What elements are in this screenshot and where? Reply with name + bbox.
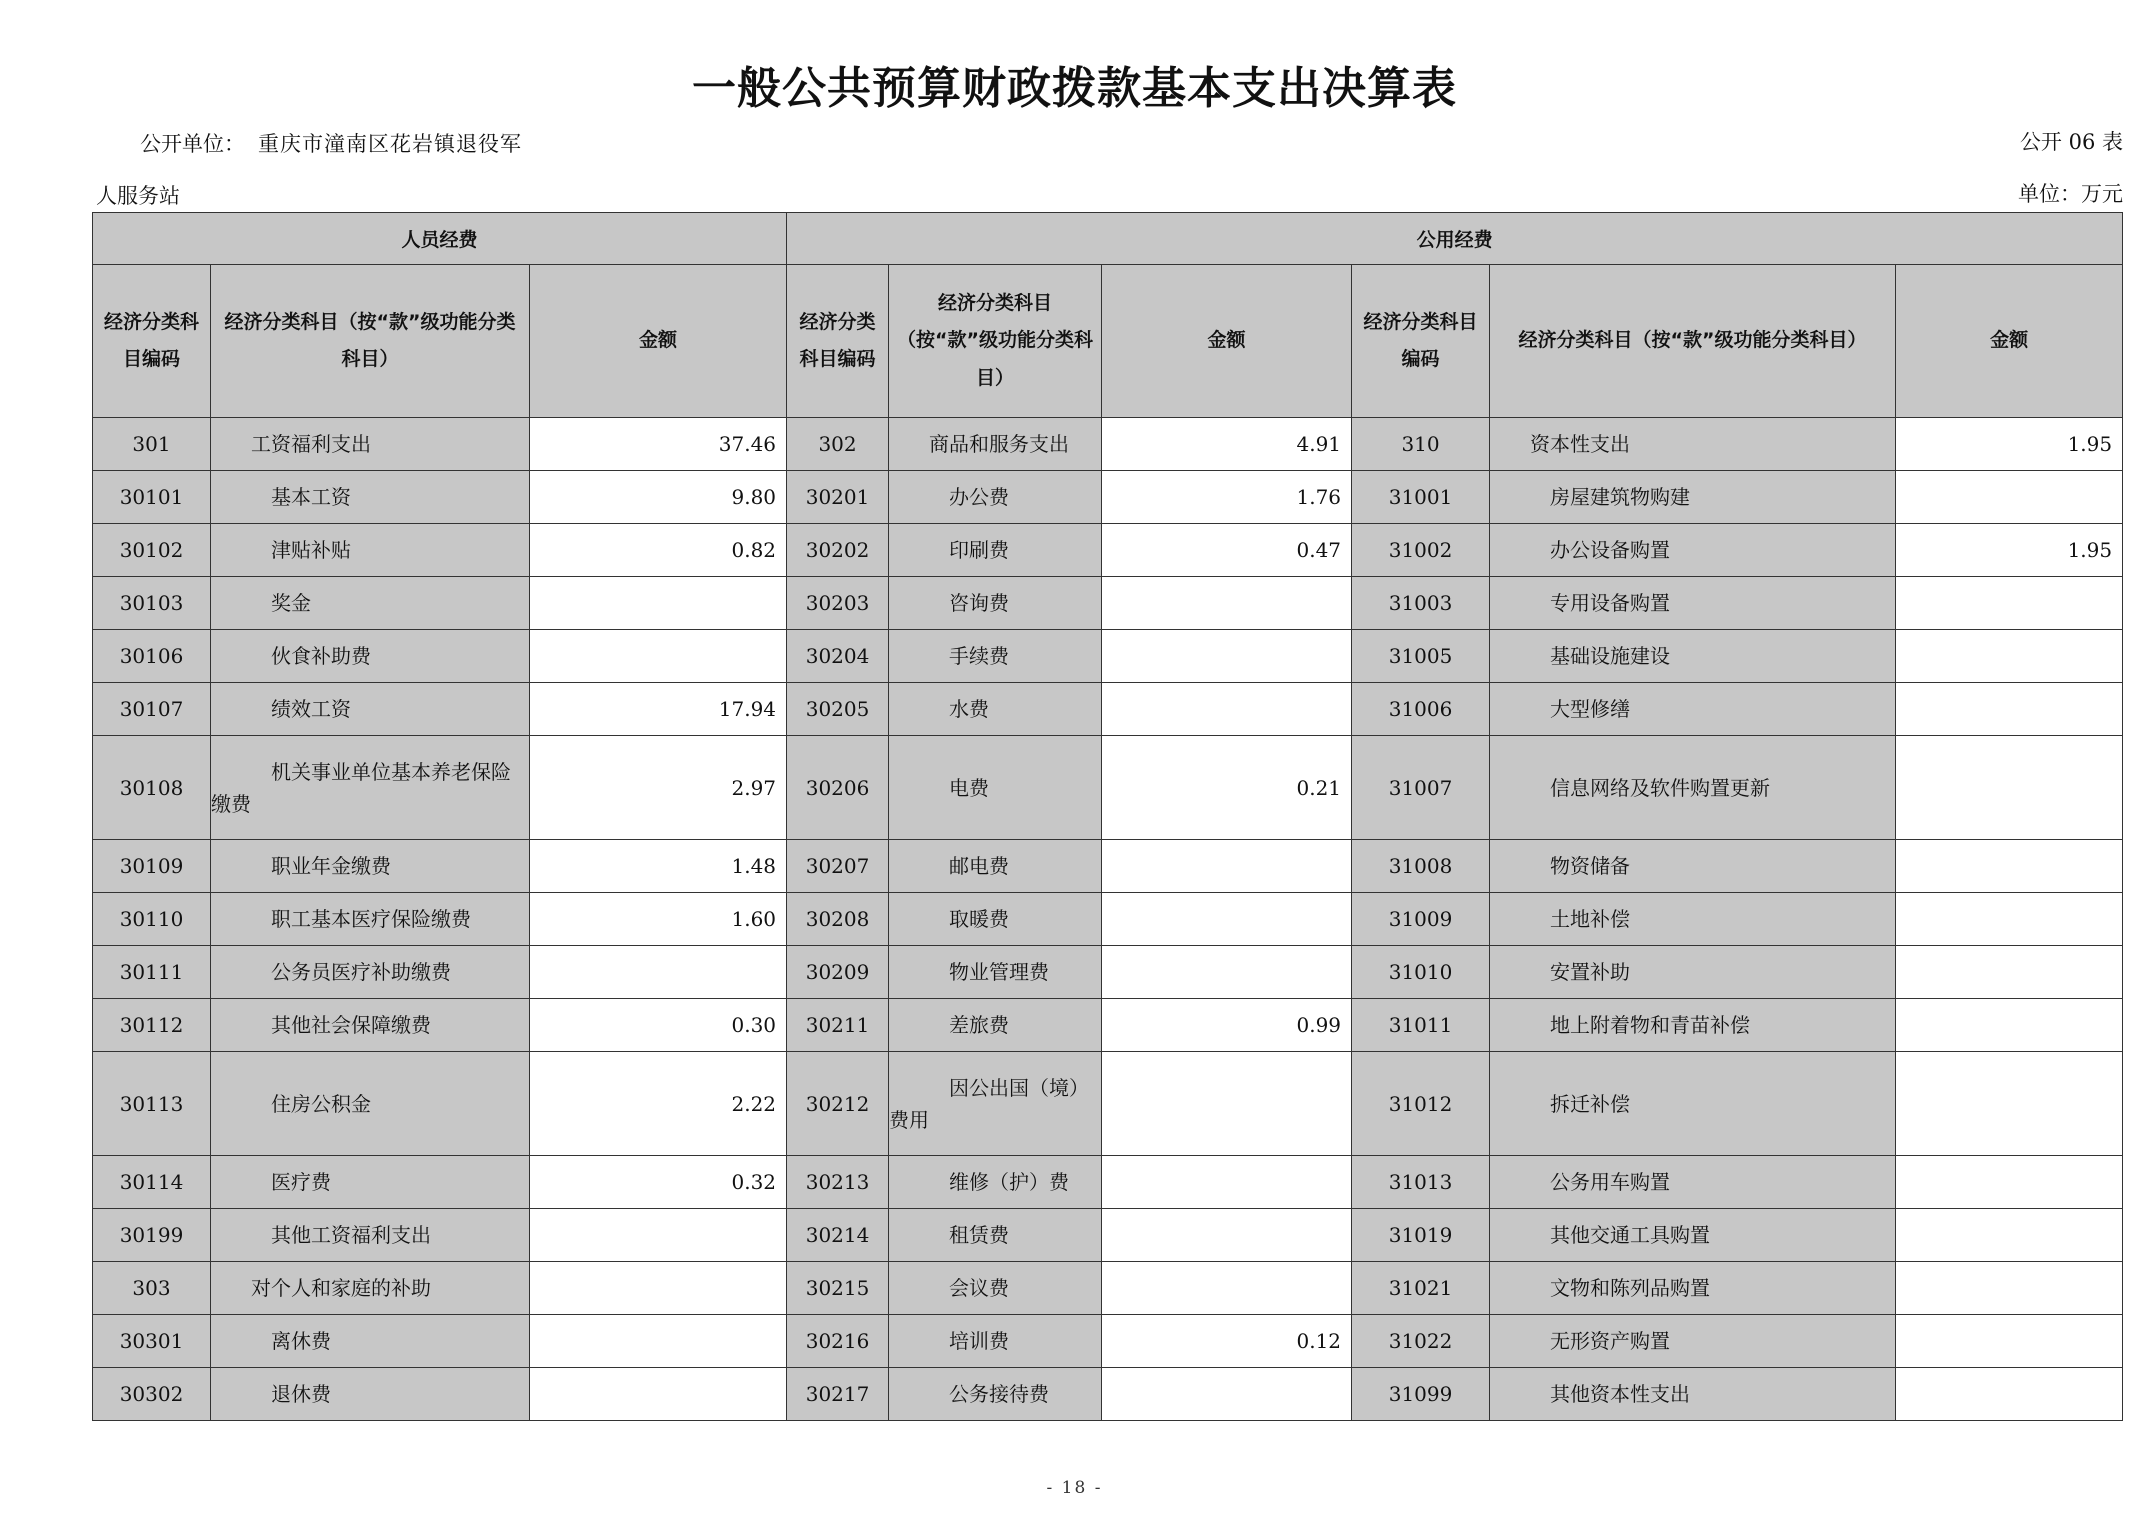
table-row (93, 840, 2123, 893)
personnel-amount-cell (530, 946, 787, 999)
personnel-name-cell: 离休费 (211, 1315, 530, 1368)
capital-code-cell: 310 (1352, 418, 1490, 471)
unit-name-line1: 重庆市潼南区花岩镇退役军 (258, 132, 522, 156)
personnel-code-cell: 30199 (93, 1209, 211, 1262)
col-header-commodity-name: 经济分类科目（按“款”级功能分类科目） (889, 265, 1102, 418)
page-number: - 18 - (1046, 1478, 1103, 1498)
personnel-name-cell: 基本工资 (211, 471, 530, 524)
personnel-name-cell: 津贴补贴 (211, 524, 530, 577)
personnel-amount-cell: 9.80 (530, 471, 787, 524)
capital-name-cell: 地上附着物和青苗补偿 (1490, 999, 1896, 1052)
commodity-name-cell: 办公费 (889, 471, 1102, 524)
commodity-amount-cell (1102, 1209, 1352, 1262)
capital-name-cell: 大型修缮 (1490, 683, 1896, 736)
commodity-code-cell: 30217 (787, 1368, 889, 1421)
personnel-code-cell: 30302 (93, 1368, 211, 1421)
capital-name-cell: 办公设备购置 (1490, 524, 1896, 577)
commodity-amount-cell (1102, 683, 1352, 736)
capital-code-cell: 31002 (1352, 524, 1490, 577)
commodity-name-cell: 维修（护）费 (889, 1156, 1102, 1209)
capital-amount-cell (1896, 1368, 2123, 1421)
capital-amount-cell (1896, 840, 2123, 893)
capital-amount-cell (1896, 630, 2123, 683)
capital-amount-cell (1896, 1156, 2123, 1209)
col-header-capital-name: 经济分类科目（按“款”级功能分类科目） (1490, 265, 1896, 418)
personnel-code-cell: 30101 (93, 471, 211, 524)
table-row (93, 1315, 2123, 1368)
table-row (93, 1368, 2123, 1421)
commodity-name-cell: 培训费 (889, 1315, 1102, 1368)
capital-code-cell: 31019 (1352, 1209, 1490, 1262)
commodity-name-cell: 商品和服务支出 (889, 418, 1102, 471)
col-header-capital-code: 经济分类科目编码 (1352, 265, 1490, 418)
capital-code-cell: 31008 (1352, 840, 1490, 893)
commodity-name-cell: 物业管理费 (889, 946, 1102, 999)
col-header-capital-amount: 金额 (1896, 265, 2123, 418)
commodity-code-cell: 30209 (787, 946, 889, 999)
capital-name-cell: 拆迁补偿 (1490, 1052, 1896, 1156)
commodity-name-cell: 因公出国（境）费用 (889, 1052, 1102, 1156)
personnel-name-cell: 退休费 (211, 1368, 530, 1421)
commodity-amount-cell (1102, 840, 1352, 893)
table-row (93, 1262, 2123, 1315)
capital-amount-cell (1896, 946, 2123, 999)
personnel-code-cell: 30113 (93, 1052, 211, 1156)
capital-amount-cell (1896, 1315, 2123, 1368)
capital-name-cell: 物资储备 (1490, 840, 1896, 893)
capital-code-cell: 31005 (1352, 630, 1490, 683)
unit-name-line2: 人服务站 (96, 184, 180, 208)
table-row (93, 999, 2123, 1052)
commodity-amount-cell: 0.21 (1102, 736, 1352, 840)
commodity-name-cell: 租赁费 (889, 1209, 1102, 1262)
commodity-code-cell: 30213 (787, 1156, 889, 1209)
capital-amount-cell (1896, 1262, 2123, 1315)
capital-amount-cell (1896, 736, 2123, 840)
capital-code-cell: 31009 (1352, 893, 1490, 946)
capital-amount-cell (1896, 577, 2123, 630)
table-row (93, 683, 2123, 736)
capital-amount-cell (1896, 893, 2123, 946)
capital-code-cell: 31022 (1352, 1315, 1490, 1368)
capital-code-cell: 31010 (1352, 946, 1490, 999)
capital-amount-cell: 1.95 (1896, 418, 2123, 471)
personnel-name-cell: 公务员医疗补助缴费 (211, 946, 530, 999)
personnel-code-cell: 30108 (93, 736, 211, 840)
table-row (93, 1209, 2123, 1262)
commodity-code-cell: 30206 (787, 736, 889, 840)
personnel-amount-cell (530, 1368, 787, 1421)
personnel-amount-cell (530, 1209, 787, 1262)
capital-name-cell: 公务用车购置 (1490, 1156, 1896, 1209)
commodity-code-cell: 30216 (787, 1315, 889, 1368)
personnel-amount-cell: 0.82 (530, 524, 787, 577)
table-row (93, 418, 2123, 471)
commodity-code-cell: 30215 (787, 1262, 889, 1315)
commodity-name-cell: 公务接待费 (889, 1368, 1102, 1421)
personnel-name-cell: 其他工资福利支出 (211, 1209, 530, 1262)
money-unit: 单位：万元 (2018, 182, 2123, 206)
commodity-amount-cell (1102, 1368, 1352, 1421)
commodity-amount-cell (1102, 1156, 1352, 1209)
personnel-name-cell: 住房公积金 (211, 1052, 530, 1156)
commodity-code-cell: 302 (787, 418, 889, 471)
personnel-name-cell: 对个人和家庭的补助 (211, 1262, 530, 1315)
commodity-amount-cell: 0.12 (1102, 1315, 1352, 1368)
personnel-name-cell: 职工基本医疗保险缴费 (211, 893, 530, 946)
capital-code-cell: 31001 (1352, 471, 1490, 524)
col-header-personnel-code: 经济分类科目编码 (93, 265, 211, 418)
personnel-amount-cell: 0.30 (530, 999, 787, 1052)
personnel-name-cell: 其他社会保障缴费 (211, 999, 530, 1052)
personnel-name-cell: 医疗费 (211, 1156, 530, 1209)
commodity-name-cell: 咨询费 (889, 577, 1102, 630)
table-row (93, 577, 2123, 630)
commodity-amount-cell (1102, 946, 1352, 999)
commodity-amount-cell: 1.76 (1102, 471, 1352, 524)
col-header-commodity-amount: 金额 (1102, 265, 1352, 418)
personnel-amount-cell: 1.60 (530, 893, 787, 946)
commodity-name-cell: 水费 (889, 683, 1102, 736)
commodity-amount-cell (1102, 577, 1352, 630)
personnel-code-cell: 30110 (93, 893, 211, 946)
capital-name-cell: 专用设备购置 (1490, 577, 1896, 630)
commodity-name-cell: 差旅费 (889, 999, 1102, 1052)
capital-name-cell: 土地补偿 (1490, 893, 1896, 946)
commodity-code-cell: 30201 (787, 471, 889, 524)
table-row (93, 946, 2123, 999)
capital-amount-cell (1896, 999, 2123, 1052)
personnel-code-cell: 30107 (93, 683, 211, 736)
expenditure-table (92, 212, 2123, 1421)
form-number: 公开 06 表 (2019, 130, 2123, 154)
commodity-code-cell: 30203 (787, 577, 889, 630)
commodity-amount-cell (1102, 630, 1352, 683)
commodity-name-cell: 会议费 (889, 1262, 1102, 1315)
personnel-name-cell: 工资福利支出 (211, 418, 530, 471)
capital-code-cell: 31011 (1352, 999, 1490, 1052)
personnel-amount-cell (530, 1262, 787, 1315)
group-header-public: 公用经费 (787, 213, 2123, 265)
capital-name-cell: 安置补助 (1490, 946, 1896, 999)
table-row (93, 471, 2123, 524)
capital-name-cell: 文物和陈列品购置 (1490, 1262, 1896, 1315)
capital-name-cell: 无形资产购置 (1490, 1315, 1896, 1368)
col-header-commodity-code: 经济分类科目编码 (787, 265, 889, 418)
commodity-code-cell: 30207 (787, 840, 889, 893)
capital-code-cell: 31013 (1352, 1156, 1490, 1209)
table-row (93, 630, 2123, 683)
commodity-code-cell: 30214 (787, 1209, 889, 1262)
personnel-code-cell: 301 (93, 418, 211, 471)
commodity-name-cell: 手续费 (889, 630, 1102, 683)
capital-amount-cell (1896, 683, 2123, 736)
capital-name-cell: 信息网络及软件购置更新 (1490, 736, 1896, 840)
capital-amount-cell (1896, 1052, 2123, 1156)
personnel-name-cell: 奖金 (211, 577, 530, 630)
col-header-personnel-name: 经济分类科目（按“款”级功能分类科目） (211, 265, 530, 418)
unit-label: 公开单位： (140, 132, 245, 156)
commodity-name-cell: 电费 (889, 736, 1102, 840)
table-row (93, 893, 2123, 946)
personnel-name-cell: 职业年金缴费 (211, 840, 530, 893)
commodity-amount-cell: 0.99 (1102, 999, 1352, 1052)
personnel-amount-cell: 0.32 (530, 1156, 787, 1209)
personnel-code-cell: 30301 (93, 1315, 211, 1368)
commodity-code-cell: 30212 (787, 1052, 889, 1156)
commodity-name-cell: 印刷费 (889, 524, 1102, 577)
personnel-amount-cell: 1.48 (530, 840, 787, 893)
commodity-code-cell: 30211 (787, 999, 889, 1052)
capital-amount-cell (1896, 471, 2123, 524)
capital-name-cell: 资本性支出 (1490, 418, 1896, 471)
capital-code-cell: 31012 (1352, 1052, 1490, 1156)
commodity-code-cell: 30202 (787, 524, 889, 577)
document-title: 一般公共预算财政拨款基本支出决算表 (692, 63, 1457, 114)
commodity-code-cell: 30204 (787, 630, 889, 683)
personnel-code-cell: 30112 (93, 999, 211, 1052)
capital-name-cell: 其他交通工具购置 (1490, 1209, 1896, 1262)
commodity-amount-cell (1102, 893, 1352, 946)
commodity-amount-cell (1102, 1052, 1352, 1156)
table-row (93, 1156, 2123, 1209)
personnel-code-cell: 30109 (93, 840, 211, 893)
capital-code-cell: 31099 (1352, 1368, 1490, 1421)
personnel-name-cell: 伙食补助费 (211, 630, 530, 683)
personnel-name-cell: 机关事业单位基本养老保险缴费 (211, 736, 530, 840)
commodity-code-cell: 30208 (787, 893, 889, 946)
commodity-amount-cell: 4.91 (1102, 418, 1352, 471)
personnel-code-cell: 30103 (93, 577, 211, 630)
personnel-code-cell: 30102 (93, 524, 211, 577)
personnel-amount-cell: 2.22 (530, 1052, 787, 1156)
personnel-amount-cell (530, 1315, 787, 1368)
commodity-amount-cell: 0.47 (1102, 524, 1352, 577)
table-row (93, 736, 2123, 840)
capital-code-cell: 31007 (1352, 736, 1490, 840)
personnel-code-cell: 30106 (93, 630, 211, 683)
capital-name-cell: 其他资本性支出 (1490, 1368, 1896, 1421)
table-row (93, 524, 2123, 577)
capital-code-cell: 31006 (1352, 683, 1490, 736)
capital-name-cell: 基础设施建设 (1490, 630, 1896, 683)
capital-code-cell: 31003 (1352, 577, 1490, 630)
commodity-name-cell: 邮电费 (889, 840, 1102, 893)
personnel-name-cell: 绩效工资 (211, 683, 530, 736)
personnel-code-cell: 303 (93, 1262, 211, 1315)
capital-code-cell: 31021 (1352, 1262, 1490, 1315)
table-row (93, 1052, 2123, 1156)
capital-amount-cell: 1.95 (1896, 524, 2123, 577)
personnel-amount-cell (530, 577, 787, 630)
personnel-amount-cell: 37.46 (530, 418, 787, 471)
col-header-personnel-amount: 金额 (530, 265, 787, 418)
personnel-code-cell: 30111 (93, 946, 211, 999)
personnel-amount-cell (530, 630, 787, 683)
capital-name-cell: 房屋建筑物购建 (1490, 471, 1896, 524)
capital-amount-cell (1896, 1209, 2123, 1262)
commodity-name-cell: 取暖费 (889, 893, 1102, 946)
commodity-amount-cell (1102, 1262, 1352, 1315)
personnel-amount-cell: 2.97 (530, 736, 787, 840)
commodity-code-cell: 30205 (787, 683, 889, 736)
group-header-personnel: 人员经费 (93, 213, 787, 265)
personnel-code-cell: 30114 (93, 1156, 211, 1209)
personnel-amount-cell: 17.94 (530, 683, 787, 736)
